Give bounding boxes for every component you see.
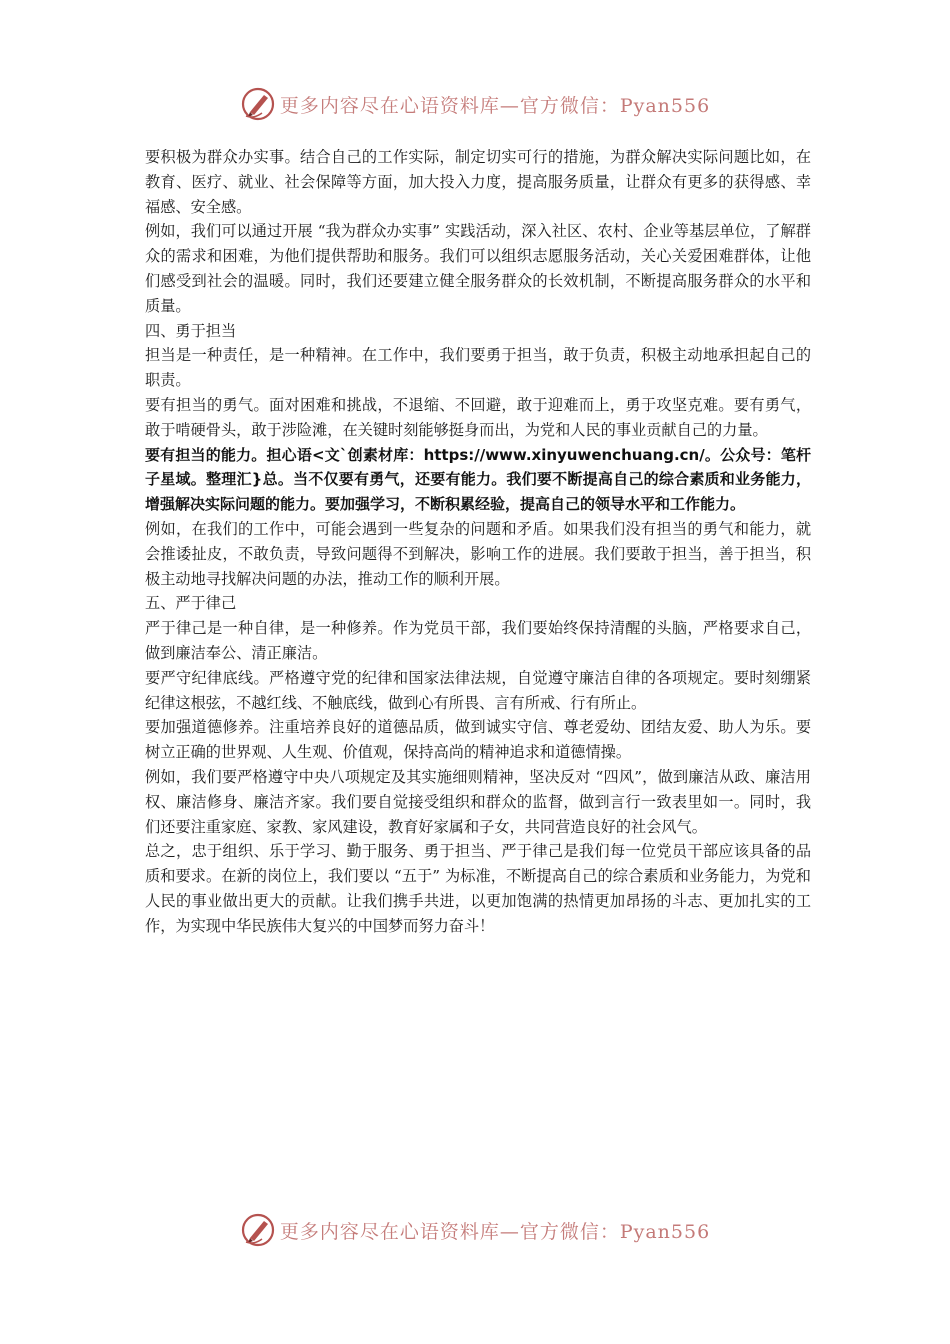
paragraph: 总之，忠于组织、乐于学习、勤于服务、勇于担当、严于律己是我们每一位党员干部应该具备的品质和要求。在新的岗位上，我们要以 “五于” 为标准，不断提高自己的综合素质和业务能力，为党和人民的事业做出更大的贡献。让我们携手共进，以更加饱满的热情更加昂扬的斗志、更加扎实的工作，为实现中华民族伟大复兴的中国梦而努力奋斗！ — [145, 842, 811, 935]
paragraph: 要严守纪律底线。严格遵守党的纪律和国家法律法规，自觉遵守廉洁自律的各项规定。要时刻绷紧纪律这根弦，不越红线、不触底线，做到心有所畏、言有所戒、行有所止。 — [145, 668, 811, 712]
paragraph: 要积极为群众办实事。结合自己的工作实际，制定切实可行的措施，为群众解决实际问题比如，在教育、医疗、就业、社会保障等方面，加大投入力度，提高服务质量，让群众有更多的获得感、幸福感、安全感。 — [145, 148, 811, 216]
section-heading: 五、严于律己 — [145, 594, 237, 613]
footer-text: 更多内容尽在心语资料库—官方微信：Pyan556 — [279, 1220, 711, 1243]
document-body — [145, 145, 811, 939]
paragraph: 严于律己是一种自律，是一种修养。作为党员干部，我们要始终保持清醒的头脑，严格要求自己，做到廉洁奉公、清正廉洁。 — [145, 619, 811, 662]
paragraph: 例如，我们可以通过开展 “我为群众办实事” 实践活动，深入社区、农村、企业等基层单位，了解群众的需求和困难，为他们提供帮助和服务。我们可以组织志愿服务活动，关心关爱困难群体，让他们感受到社会的温暖。同时，我们还要建立健全服务群众的长效机制，不断提高服务群众的水平和质量。 — [145, 222, 811, 315]
paragraph: 要加强道德修养。注重培养良好的道德品质，做到诚实守信、尊老爱幼、团结友爱、助人为乐。要树立正确的世界观、人生观、价值观，保持高尚的精神追求和道德情操。 — [145, 718, 811, 762]
pen-circle-icon — [240, 1212, 276, 1248]
paragraph: 例如，我们要严格遵守中央八项规定及其实施细则精神，坚决反对 “四风”，做到廉洁从政、廉洁用权、廉洁修身、廉洁齐家。我们要自觉接受组织和群众的监督，做到言行一致表里如一。同时，我们还要注重家庭、家教、家风建设，教育好家属和子女，共同营造良好的社会风气。 — [145, 767, 811, 836]
pen-circle-icon — [240, 86, 276, 122]
paragraph: 例如，在我们的工作中，可能会遇到一些复杂的问题和矛盾。如果我们没有担当的勇气和能力，就会推诿扯皮，不敢负责，导致问题得不到解决，影响工作的进展。我们要敢于担当，善于担当，积极主动地寻找解决问题的办法，推动工作的顺利开展。 — [145, 519, 811, 588]
bold-paragraph: 要有担当的能力。担心语<文`创素材库：https://www.xinyuwenchuang.cn/。公众号：笔杆子星域。整理汇}总。当不仅要有勇气，还要有能力。我们要不断提高自己的综合素质和业务能力，增强解决实际问题的能力。要加强学习，不断积累经验，提高自己的领导水平和工作能力。 — [145, 445, 811, 514]
header-banner — [0, 84, 950, 124]
header-text: 更多内容尽在心语资料库—官方微信：Pyan556 — [279, 94, 711, 117]
section-heading: 四、勇于担当 — [145, 321, 237, 340]
paragraph: 担当是一种责任，是一种精神。在工作中，我们要勇于担当，敢于负责，积极主动地承担起自己的职责。 — [145, 346, 811, 390]
paragraph: 要有担当的勇气。面对困难和挑战，不退缩、不回避，敢于迎难而上，勇于攻坚克难。要有勇气，敢于啃硬骨头，敢于涉险滩，在关键时刻能够挺身而出，为党和人民的事业贡献自己的力量。 — [145, 395, 811, 439]
footer-banner — [0, 1210, 950, 1250]
